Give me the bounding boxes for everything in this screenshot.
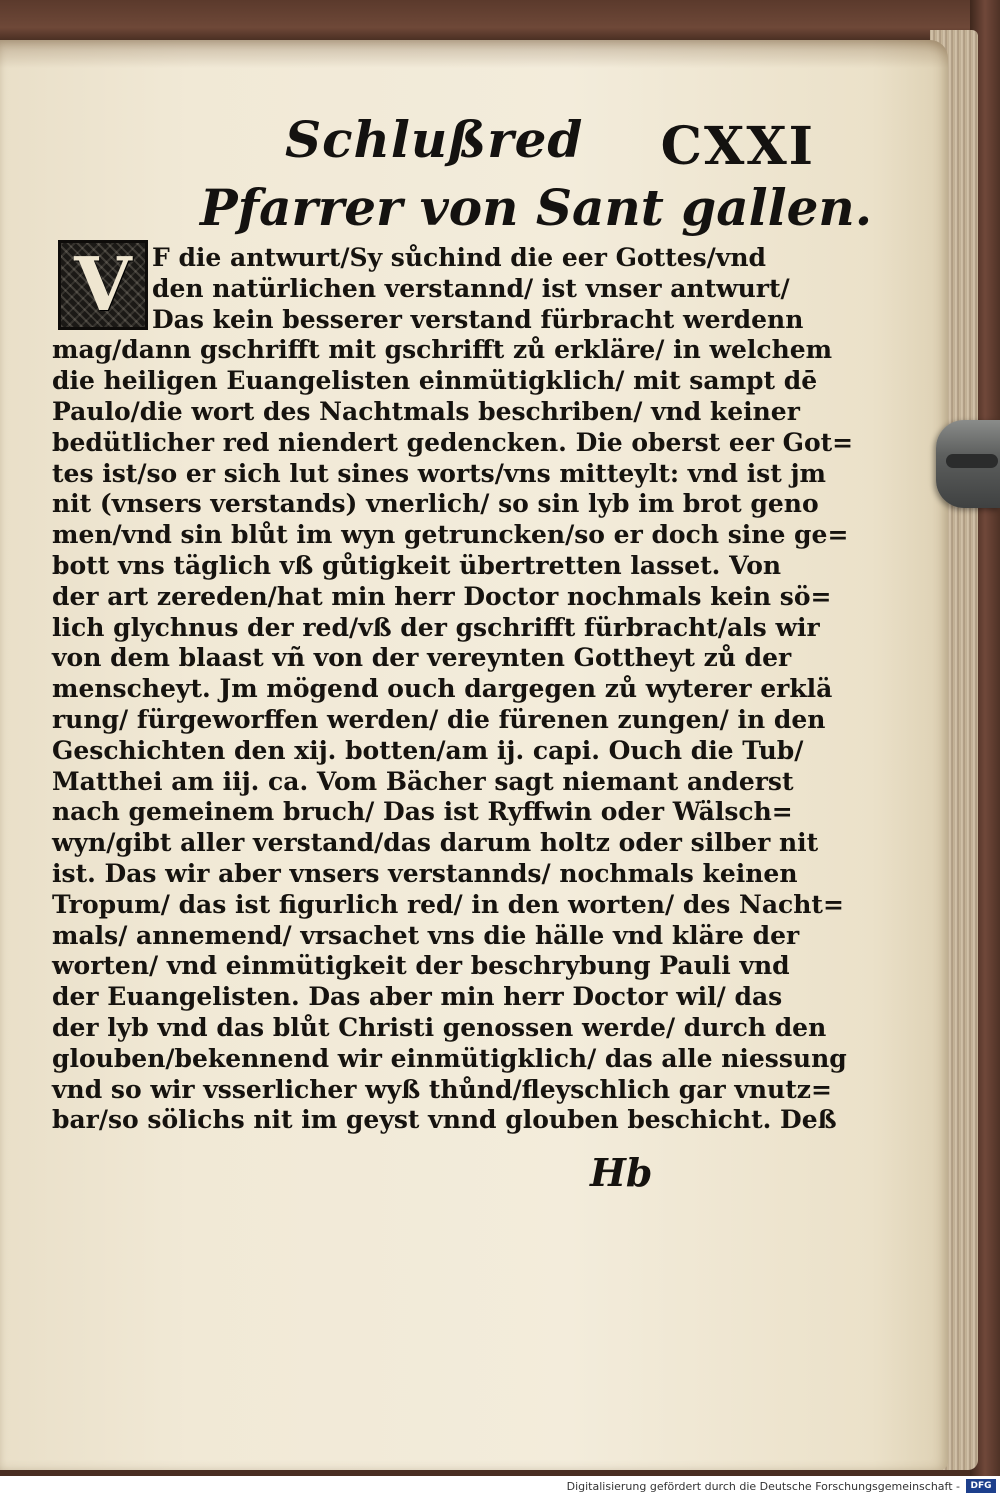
text-line: bott vns täglich vß gůtigkeit übertretten lasset. Von xyxy=(52,551,782,580)
text-line: bedütlicher red niendert gedencken. Die oberst eer Got= xyxy=(52,427,854,457)
initial-letter: V xyxy=(74,242,132,328)
text-line: Geschichten den xij. botten/am ij. capi. Ouch die Tub/ xyxy=(52,735,804,765)
text-line: von dem blaast vñ von der vereynten Gottheyt zů der xyxy=(52,643,792,673)
text-line: nit (vnsers verstands) vnerlich/ so sin lyb im brot geno xyxy=(52,489,819,519)
decorated-initial xyxy=(58,240,148,330)
page-shadow xyxy=(0,40,948,68)
clasp-icon xyxy=(936,420,1000,508)
text-line: F die antwurt/Sy sůchind die eer Gottes/vnd xyxy=(152,243,766,272)
text-line: rung/ fürgeworffen werden/ die fürenen zungen/ in den xyxy=(52,705,826,734)
text-line: men/vnd sin blůt im wyn getruncken/so er doch sine ge= xyxy=(52,520,849,550)
text-line: vnd so wir vsserlicher wyß thůnd/fleyschlich gar vnutz= xyxy=(52,1074,832,1104)
text-line: mag/dann gschrifft mit gschrifft zů erkläre/ in welchem xyxy=(52,335,833,365)
text-line: mals/ annemend/ vrsachet vns die hälle vnd kläre der xyxy=(52,920,800,950)
text-line: worten/ vnd einmütigkeit der beschrybung Pauli vnd xyxy=(52,951,790,981)
footer-bar xyxy=(0,1476,1000,1497)
running-head: Schlußred xyxy=(285,110,584,169)
text-line: tes ist/so er sich lut sines worts/vns mitteylt: vnd ist jm xyxy=(52,458,827,488)
dfg-logo: DFG xyxy=(966,1479,996,1493)
funding-note: Digitalisierung gefördert durch die Deutsche Forschungsgemeinschaft - xyxy=(566,1480,960,1493)
text-line: der Euangelisten. Das aber min herr Doctor wil/ das xyxy=(52,982,783,1012)
text-line: der art zereden/hat min herr Doctor nochmals kein sö= xyxy=(52,581,832,611)
text-line: Paulo/die wort des Nachtmals beschriben/ vnd keiner xyxy=(52,397,800,426)
text-line: nach gemeinem bruch/ Das ist Ryffwin oder Wälsch= xyxy=(52,797,793,827)
text-line: bar/so sölichs nit im geyst vnnd glouben beschicht. Deß xyxy=(52,1105,837,1135)
folio-number: CXXI xyxy=(660,116,815,177)
text-line: glouben/bekennend wir einmütigklich/ das alle niessung xyxy=(52,1043,847,1073)
text-line: wyn/gibt aller verstand/das darum holtz oder silber nit xyxy=(52,828,819,858)
text-line: der lyb vnd das blůt Christi genossen werde/ durch den xyxy=(52,1013,827,1042)
text-line: lich glychnus der red/vß der gschrifft fürbracht/als wir xyxy=(52,612,820,642)
text-line: Tropum/ das ist figurlich red/ in den worten/ des Nacht= xyxy=(52,889,844,919)
text-line: menscheyt. Jm mögend ouch dargegen zů wyterer erklä xyxy=(52,674,833,704)
text-line: die heiligen Euangelisten einmütigklich/ mit sampt dē xyxy=(52,366,818,396)
text-line: ist. Das wir aber vnsers verstannds/ nochmals keinen xyxy=(52,859,798,888)
text-line: Das kein besserer verstand fürbracht werdenn xyxy=(152,304,804,334)
section-heading: Pfarrer von Sant gallen. xyxy=(200,178,873,237)
text-line: Matthei am iij. ca. Vom Bächer sagt niemant anderst xyxy=(52,766,794,796)
text-line: den natürlichen verstannd/ ist vnser antwurt/ xyxy=(152,273,790,303)
catchword: Hb xyxy=(590,1150,653,1195)
